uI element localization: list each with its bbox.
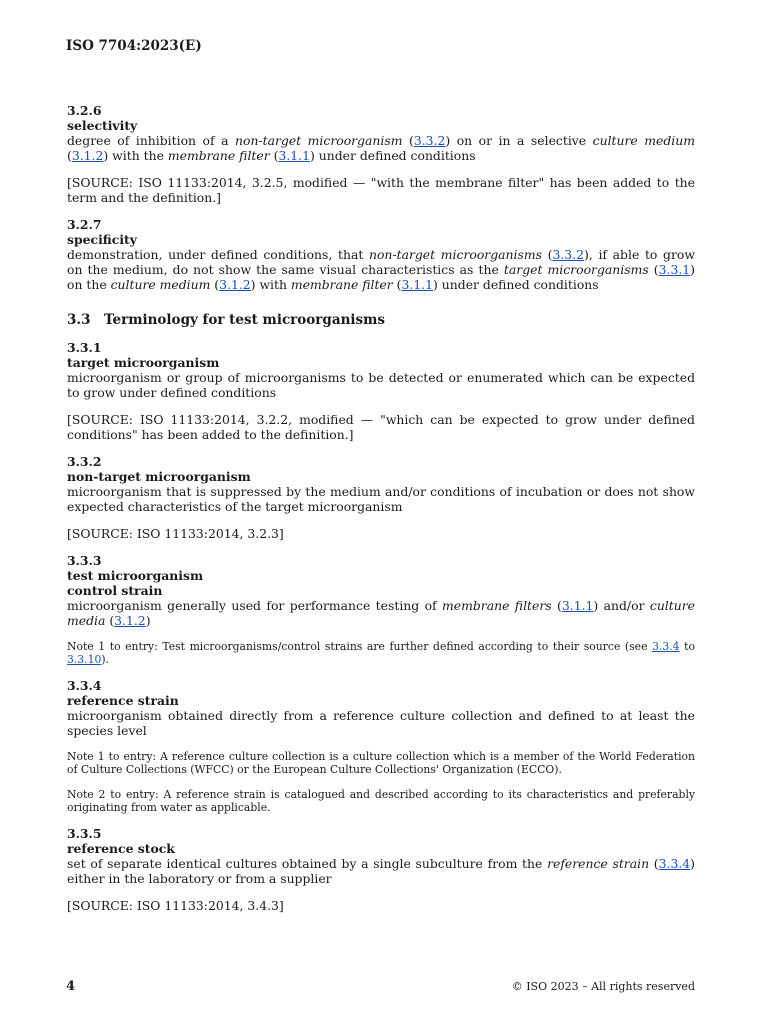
entry-definition: microorganism obtained directly from a reference culture collection and defined to at least the species level: [67, 708, 695, 738]
entry-source: [SOURCE: ISO 11133:2014, 3.2.3]: [67, 526, 284, 541]
cross-reference-link[interactable]: 3.1.2: [219, 277, 251, 292]
entry-term: target microorganism: [67, 355, 220, 370]
entry-note: Note 1 to entry: A reference culture collection is a culture collection which is a member of the World Federation of Culture Collections (WFCC) or the European Culture Collections' Organization (ECCO).: [67, 750, 695, 776]
entry-term: specificity: [67, 232, 137, 247]
entry-term: reference stock: [67, 841, 175, 856]
entry-term: reference strain: [67, 693, 179, 708]
entry-3-3-5: [67, 826, 695, 913]
cross-reference-link[interactable]: 3.3.2: [413, 133, 446, 148]
section-title: Terminology for test microorganisms: [104, 312, 386, 328]
entry-3-3-1: [67, 340, 695, 442]
entry-3-3-4: [67, 678, 695, 814]
entry-number: 3.2.7: [67, 217, 102, 232]
cross-reference-link[interactable]: 3.3.2: [552, 247, 584, 262]
entry-3-2-6: [67, 103, 695, 205]
section-heading: [67, 312, 695, 328]
cross-reference-link[interactable]: 3.3.4: [652, 640, 680, 653]
page-number: 4: [66, 979, 76, 994]
entry-admitted-term: control strain: [67, 583, 163, 598]
entry-3-2-7: [67, 217, 695, 292]
cross-reference-link[interactable]: 3.1.1: [561, 598, 594, 613]
entry-3-3-3: [67, 553, 695, 666]
entry-term: test microorganism: [67, 568, 204, 583]
entry-term: non-target microorganism: [67, 469, 251, 484]
entry-definition: microorganism generally used for performance testing of membrane filters (3.1.1) and/or culture media (3.1.2): [67, 598, 695, 628]
copyright-notice: © ISO 2023 – All rights reserved: [511, 980, 695, 993]
cross-reference-link[interactable]: 3.1.2: [114, 613, 146, 628]
entry-term: selectivity: [67, 118, 138, 133]
cross-reference-link[interactable]: 3.3.1: [658, 262, 691, 277]
entry-number: 3.3.4: [67, 678, 102, 693]
cross-reference-link[interactable]: 3.1.1: [278, 148, 310, 163]
entry-3-3-2: [67, 454, 695, 541]
document-body: [67, 103, 695, 913]
cross-reference-link[interactable]: 3.1.2: [71, 148, 104, 163]
entry-number: 3.3.5: [67, 826, 102, 841]
entry-number: 3.3.2: [67, 454, 102, 469]
entry-definition: microorganism that is suppressed by the medium and/or conditions of incubation or does not show expected characteristics of the target microorganism: [67, 484, 695, 514]
entry-definition: microorganism or group of microorganisms to be detected or enumerated which can be expected to grow under defined conditions: [67, 370, 695, 400]
entry-number: 3.3.3: [67, 553, 102, 568]
entry-source: [SOURCE: ISO 11133:2014, 3.2.5, modified — "with the membrane filter" has been added to the term and the definition.]: [67, 175, 695, 205]
cross-reference-link[interactable]: 3.3.10: [67, 653, 102, 666]
entry-source: [SOURCE: ISO 11133:2014, 3.4.3]: [67, 898, 284, 913]
entry-number: 3.3.1: [67, 340, 102, 355]
entry-number: 3.2.6: [67, 103, 102, 118]
document-header: ISO 7704:2023(E): [66, 38, 202, 54]
entry-source: [SOURCE: ISO 11133:2014, 3.2.2, modified — "which can be expected to grow under defined conditions" has been added to the definition.]: [67, 412, 695, 442]
cross-reference-link[interactable]: 3.1.1: [401, 277, 434, 292]
entry-definition: degree of inhibition of a non-target microorganism (3.3.2) on or in a selective culture medium (3.1.2) with the membrane filter (3.1.1) under defined conditions: [67, 133, 695, 163]
entry-note: Note 1 to entry: Test microorganisms/control strains are further defined according to their source (see 3.3.4 to 3.3.10).: [67, 640, 695, 666]
entry-note: Note 2 to entry: A reference strain is catalogued and described according to its characteristics and preferably originating from water as applicable.: [67, 788, 695, 814]
entry-definition: set of separate identical cultures obtained by a single subculture from the reference strain (3.3.4) either in the laboratory or from a supplier: [67, 856, 695, 886]
section-number: 3.3: [67, 312, 91, 328]
entry-definition: demonstration, under defined conditions, that non-target microorganisms (3.3.2), if able to grow on the medium, do not show the same visual characteristics as the target microorganisms (3.3.1) on the culture medium (3.1.2) with membrane filter (3.1.1) under defined conditions: [67, 247, 695, 292]
cross-reference-link[interactable]: 3.3.4: [658, 856, 691, 871]
